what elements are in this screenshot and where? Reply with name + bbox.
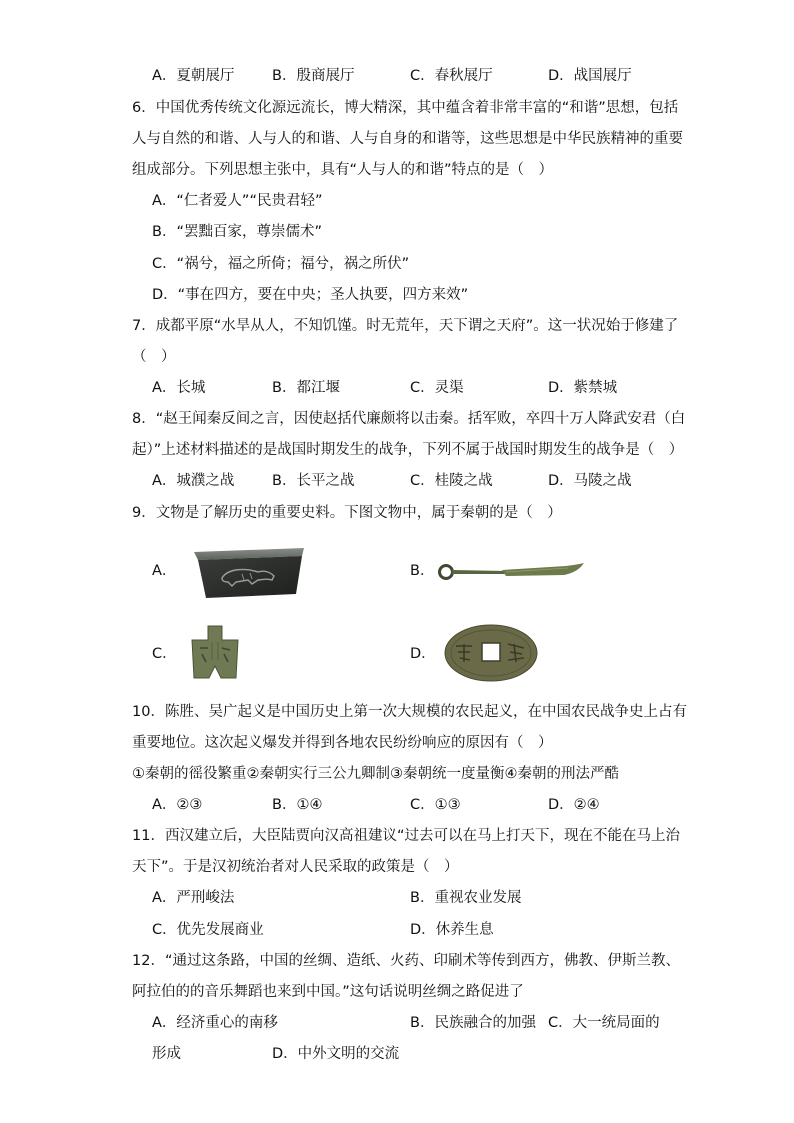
q7-option-a: A．长城	[152, 380, 206, 396]
q5-option-b: B．殷商展厅	[272, 68, 355, 84]
q10-stem-line2: 重要地位。这次起义爆发并得到各地农民纷纷响应的原因有（ ）	[132, 735, 553, 751]
q10-stem-line3: ①秦朝的徭役繁重②秦朝实行三公九卿制③秦朝统一度量衡④秦朝的刑法严酷	[132, 766, 619, 782]
q7-option-b: B．都江堰	[272, 380, 340, 396]
q12-option-c-part2: 形成	[152, 1046, 181, 1062]
q11-option-d: D．休养生息	[410, 922, 494, 938]
q9-option-d: D．	[410, 646, 436, 662]
q6-stem-line2: 人与自然的和谐、人与人的和谐、人与自身的和谐等，这些思想是中华民族精神的重要	[132, 131, 683, 147]
q10-option-b: B．①④	[272, 797, 323, 813]
round-coin-artifact-image	[444, 624, 538, 682]
q9-option-c: C．	[152, 646, 177, 662]
q6-option-d: D．“事在四方，要在中央；圣人执要，四方来效”	[152, 287, 469, 303]
q8-stem-line1: 8．“赵王闻秦反间之言，因使赵括代廉颇将以击秦。括军败，卒四十万人降武安君（白	[132, 411, 686, 427]
q6-option-b: B．“罢黜百家，尊崇儒术”	[152, 224, 322, 240]
q7-stem-line1: 7．成都平原“水旱从人，不知饥馑。时无荒年，天下谓之天府”。这一状况始于修建了	[132, 318, 679, 334]
q5-option-d: D．战国展厅	[548, 68, 632, 84]
knife-coin-artifact-image	[436, 560, 586, 584]
q7-option-d: D．紫禁城	[548, 380, 618, 396]
q11-stem-line2: 天下”。于是汉初统治者对人民采取的政策是（ ）	[132, 859, 459, 875]
q12-stem-line2: 阿拉伯的的音乐舞蹈也来到中国。”这句话说明丝绸之路促进了	[132, 984, 524, 1000]
q8-option-a: A．城濮之战	[152, 473, 235, 489]
q7-stem-line2: （ ）	[132, 349, 176, 365]
q8-option-d: D．马陵之战	[548, 473, 632, 489]
q9-stem-line1: 9．文物是了解历史的重要史料。下图文物中，属于秦朝的是（ ）	[132, 505, 562, 521]
q8-stem-line2: 起）”上述材料描述的是战国时期发生的战争，下列不属于战国时期发生的战争是（ ）	[132, 442, 684, 458]
q11-option-a: A．严刑峻法	[152, 890, 235, 906]
q6-option-c: C．“祸兮，福之所倚；福兮，祸之所伏”	[152, 256, 410, 272]
q8-option-b: B．长平之战	[272, 473, 355, 489]
q12-option-d: D．中外文明的交流	[272, 1046, 400, 1062]
q12-option-a: A．经济重心的南移	[152, 1015, 278, 1031]
q11-option-b: B．重视农业发展	[410, 890, 522, 906]
q12-option-b: B．民族融合的加强	[410, 1015, 536, 1031]
stone-block-artifact-image	[192, 546, 306, 600]
q5-option-a: A．夏朝展厅	[152, 68, 235, 84]
q10-option-c: C．①③	[410, 797, 461, 813]
q12-stem-line1: 12．“通过这条路，中国的丝绸、造纸、火药、印刷术等传到西方，佛教、伊斯兰教、	[132, 953, 680, 969]
q10-stem-line1: 10．陈胜、吴广起义是中国历史上第一次大规模的农民起义，在中国农民战争史上占有	[132, 704, 687, 720]
q12-option-c-part1: C．大一统局面的	[548, 1015, 660, 1031]
q10-option-d: D．②④	[548, 797, 600, 813]
q9-option-b: B．	[410, 563, 435, 579]
q6-stem-line1: 6．中国优秀传统文化源远流长，博大精深，其中蕴含着非常丰富的“和谐”思想，包括	[132, 100, 679, 116]
q11-stem-line1: 11．西汉建立后，大臣陆贾向汉高祖建议“过去可以在马上打天下，现在不能在马上治	[132, 828, 680, 844]
spade-coin-artifact-image	[188, 624, 242, 680]
q11-option-c: C．优先发展商业	[152, 922, 264, 938]
q5-option-c: C．春秋展厅	[410, 68, 493, 84]
q6-option-a: A．“仁者爱人”“民贵君轻”	[152, 193, 323, 209]
q8-option-c: C．桂陵之战	[410, 473, 493, 489]
q10-option-a: A．②③	[152, 797, 203, 813]
q9-option-a: A．	[152, 563, 177, 579]
q7-option-c: C．灵渠	[410, 380, 464, 396]
q6-stem-line3: 组成部分。下列思想主张中，具有“人与人的和谐”特点的是（ ）	[132, 162, 554, 178]
